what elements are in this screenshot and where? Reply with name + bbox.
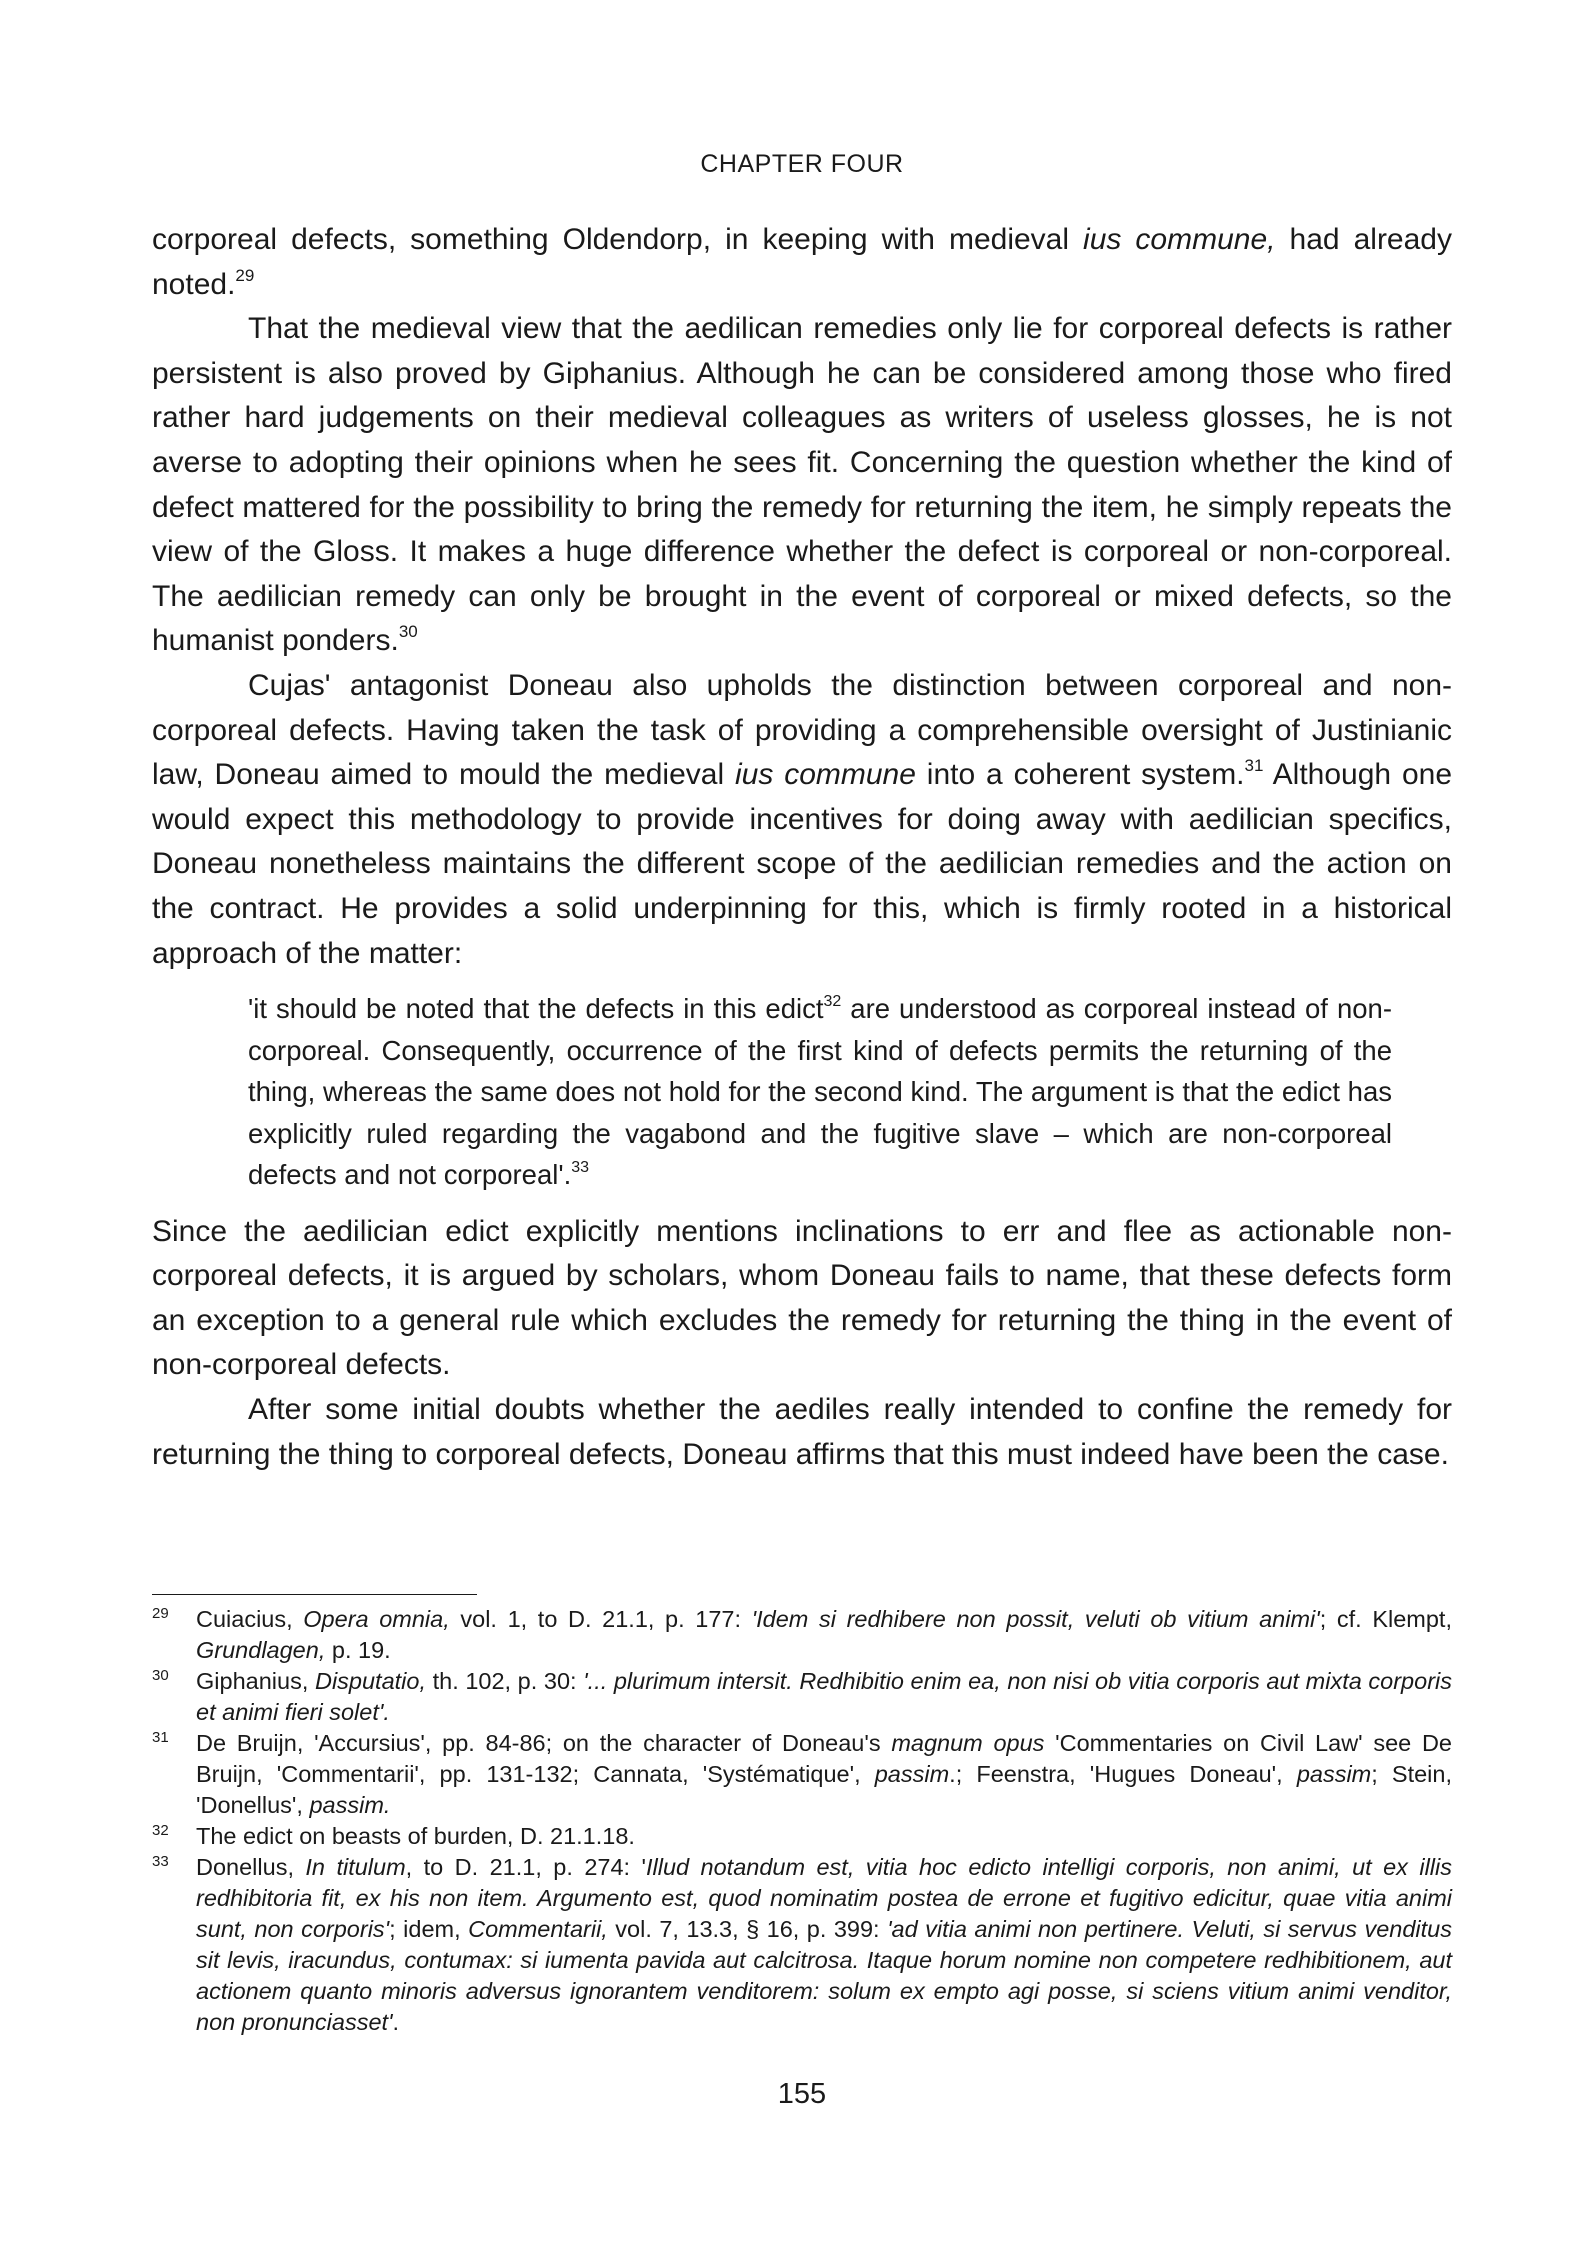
paragraph-1: corporeal defects, something Oldendorp, in keeping with medieval ius commune, had already noted.$^{29}$ [152,223,1452,301]
footnotes [152,1604,1452,2038]
footnote-number: 31 [152,1729,169,1746]
paragraph-3: Cujas' antagonist Doneau also upholds the distinction between corporeal and non-corporeal defects. Having taken the task of providing a comprehensible oversight of Justinianic law, Doneau aimed to mould the medieval ius commune into a coherent system.$^{31}$ Although one would expect this methodology to provide incentives for doing away with aedilician specifics, Doneau nonetheless maintains the different scope of the aedilician remedies and the action on the contract. He provides a solid underpinning for this, which is firmly rooted in a historical approach of the matter: [152,668,1453,970]
footnote-31: 31 De Bruijn, 'Accursius', pp. 84-86; on the character of Doneau's magnum opus 'Commentaries on Civil Law' see De Bruijn, 'Commentarii', pp. 131-132; Cannata, 'Systématique', passim.; Feenstra, 'Hugues Doneau', passim; Stein, 'Donellus', passim. [152,1729,1452,1818]
footnote-33: 33 Donellus, In titulum, to D. 21.1, p. 274: 'Illud notandum est, vitia hoc edicto intelligi corporis, non animi, ut ex illis redhibitoria fit, ex his non item. Argumento est, quod nominatim postea de errone et fugitivo edicitur, quae vitia animi sunt, non corporis'; idem, Commentarii, vol. 7, 13.3, § 16, p. 399: 'ad vitia animi non pertinere. Veluti, si servus venditus sit levis, iracundus, contumax: si iumenta pavida aut calcitrosa. Itaque horum nomine non competere redhibitionem, aut actionem quanto minoris adversus ignorantem venditorem: solum ex empto agi posse, si sciens vitium animi venditor, non pronunciasset'. [152,1853,1452,2035]
footnote-30: 30 Giphanius, Disputatio, th. 102, p. 30: '... plurimum intersit. Redhibitio enim ea, non nisi ob vitia corporis aut mixta corporis et animi fieri solet'. [152,1667,1452,1725]
page-number: 155 [777,2078,827,2110]
footnote-ref-32[interactable]: 32 [823,993,842,1011]
paragraph-4: Since the aedilician edict explicitly mentions inclinations to err and flee as actionable non-corporeal defects, it is argued by scholars, whom Doneau fails to name, that these defects form an exception to a general rule which excludes the remedy for returning the thing in the event of non-corporeal defects. [152,1214,1452,1382]
main-text [152,218,1452,1477]
running-head: CHAPTER FOUR [700,150,904,178]
paragraph-2: That the medieval view that the aedilican remedies only lie for corporeal defects is rather persistent is also proved by Giphanius. Although he can be considered among those who fired rather hard judgements on their medieval colleagues as writers of useless glosses, he is not averse to adopting their opinions when he sees fit. Concerning the question whether the kind of defect mattered for the possibility to bring the remedy for returning the item, he simply repeats the view of the Gloss. It makes a huge difference whether the defect is corporeal or non-corporeal. The aedilician remedy can only be brought in the event of corporeal or mixed defects, so the humanist ponders.$^{30}$ [152,312,1452,658]
block-quote: 'it should be noted that the defects in this edict$^{32}$ are understood as corporeal instead of non-corporeal. Consequently, occurrence of the first kind of defects permits the returning of the thing, whereas the same does not hold for the second kind. The argument is that the edict has explicitly ruled regarding the vagabond and the fugitive slave – which are non-corporeal defects and not corporeal'.$^{33}$ [248,993,1392,1191]
footnote-number: 30 [152,1667,169,1684]
footnote-divider [152,1594,477,1595]
footnote-ref-31[interactable]: 31 [1244,756,1264,776]
footnote-ref-30[interactable]: 30 [398,622,418,642]
footnote-29: 29 Cuiacius, Opera omnia, vol. 1, to D. 21.1, p. 177: 'Idem si redhibere non possit, veluti ob vitium animi'; cf. Klempt, Grundlagen, p. 19. [152,1605,1452,1663]
footnote-number: 33 [152,1853,169,1870]
book-page [152,0,1452,2250]
footnote-number: 29 [152,1605,169,1622]
footnote-32: 32 The edict on beasts of burden, D. 21.1.18. [152,1822,635,1849]
footnote-ref-29[interactable]: 29 [235,265,255,285]
footnote-number: 32 [152,1822,169,1839]
paragraph-5: After some initial doubts whether the aediles really intended to confine the remedy for returning the thing to corporeal defects, Doneau affirms that this must indeed have been the case. [152,1392,1452,1471]
footnote-ref-33[interactable]: 33 [571,1159,590,1177]
